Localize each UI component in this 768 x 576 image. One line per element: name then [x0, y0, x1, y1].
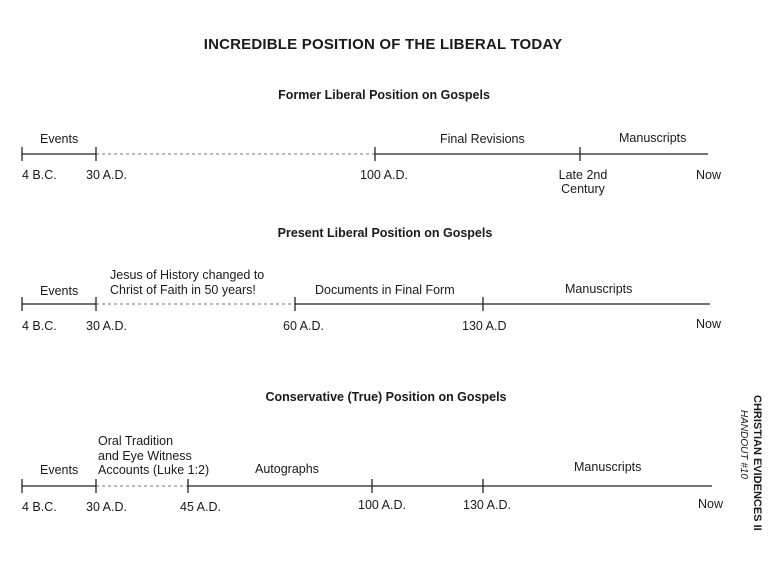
- period-label: Events: [40, 284, 79, 298]
- date-label: 130 A.D: [462, 319, 507, 333]
- period-label: and Eye Witness: [98, 449, 192, 463]
- date-label: 30 A.D.: [86, 168, 127, 182]
- period-label: Manuscripts: [574, 460, 642, 474]
- period-label: Events: [40, 132, 79, 146]
- date-label: 100 A.D.: [358, 498, 406, 512]
- handout-label: HANDOUT #10: [738, 410, 749, 479]
- period-label: Christ of Faith in 50 years!: [110, 283, 256, 297]
- period-label: Accounts (Luke 1:2): [98, 463, 210, 477]
- timeline-former-liberal: [22, 88, 722, 196]
- date-label: 4 B.C.: [22, 168, 57, 182]
- date-label: 45 A.D.: [180, 500, 221, 514]
- timeline-heading: Conservative (True) Position on Gospels: [265, 390, 507, 404]
- timeline-heading: Former Liberal Position on Gospels: [278, 88, 490, 102]
- period-label: Manuscripts: [565, 282, 633, 296]
- date-label: 100 A.D.: [360, 168, 408, 182]
- date-label: 30 A.D.: [86, 500, 127, 514]
- date-label: Late 2nd: [558, 168, 608, 182]
- timeline-heading: Present Liberal Position on Gospels: [277, 226, 493, 240]
- date-label: Now: [696, 168, 722, 182]
- date-label: 30 A.D.: [86, 319, 127, 333]
- date-label: Now: [698, 497, 724, 511]
- period-label: Autographs: [255, 462, 319, 476]
- period-label: Final Revisions: [440, 132, 525, 146]
- date-label: Now: [696, 317, 722, 331]
- period-label: Oral Tradition: [98, 434, 174, 448]
- timeline-present-liberal: [22, 226, 722, 333]
- period-label: Manuscripts: [619, 131, 687, 145]
- date-label: Century: [561, 182, 605, 196]
- date-label: 130 A.D.: [463, 498, 511, 512]
- period-label: Jesus of History changed to: [110, 268, 265, 282]
- course-label: CHRISTIAN EVIDENCES II: [751, 395, 763, 531]
- timeline-conservative: [22, 390, 724, 514]
- side-label: [738, 395, 763, 531]
- main-title: INCREDIBLE POSITION OF THE LIBERAL TODAY: [203, 36, 563, 53]
- period-label: Documents in Final Form: [315, 283, 455, 297]
- date-label: 4 B.C.: [22, 319, 57, 333]
- date-label: 4 B.C.: [22, 500, 57, 514]
- date-label: 60 A.D.: [283, 319, 324, 333]
- period-label: Events: [40, 463, 79, 477]
